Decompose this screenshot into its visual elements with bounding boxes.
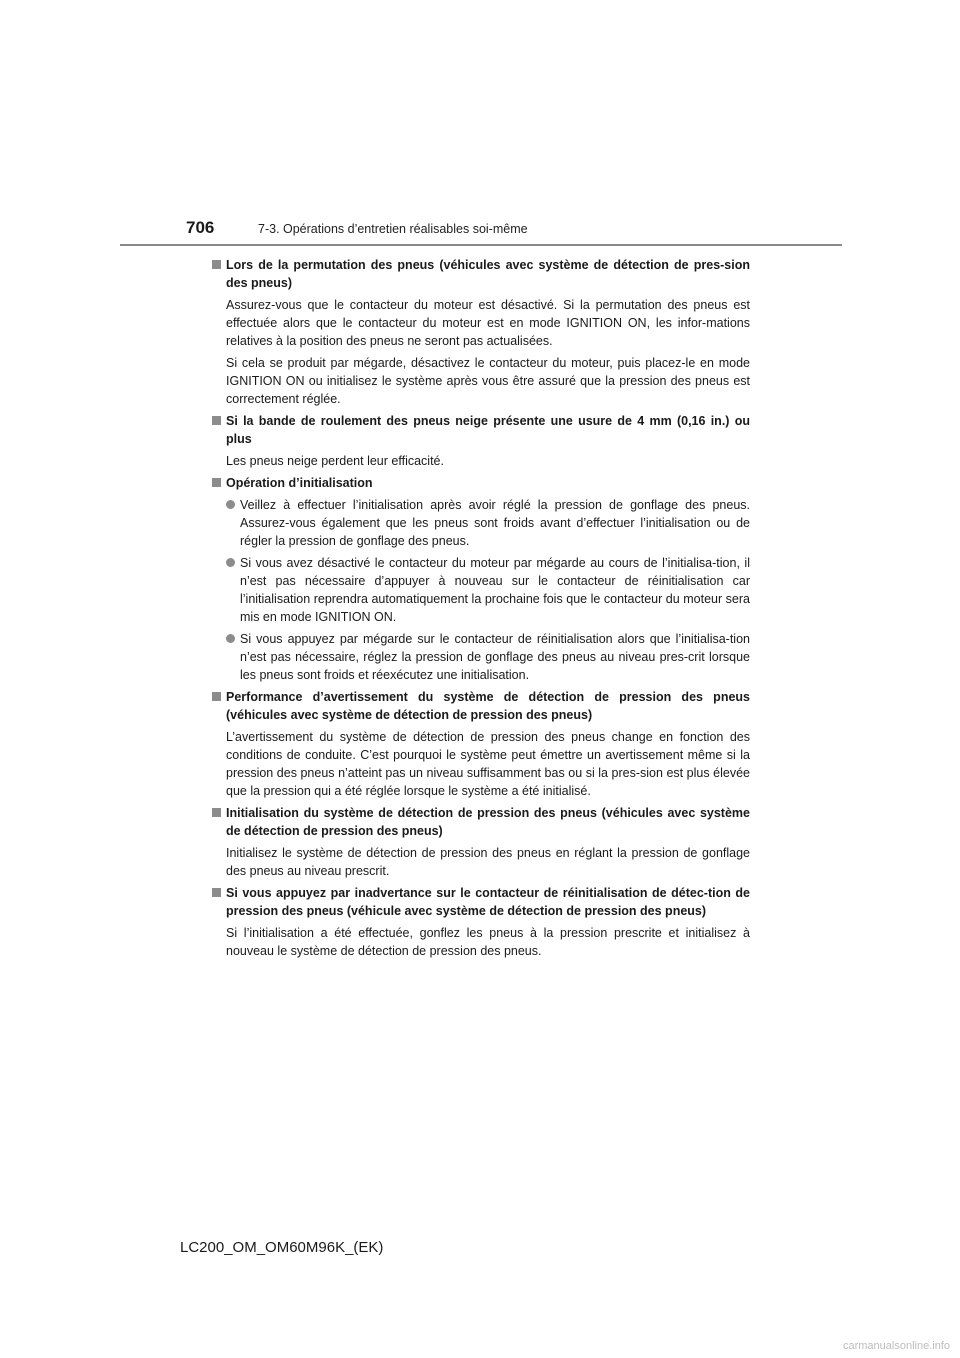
bullet-item: Si vous avez désactivé le contacteur du moteur par mégarde au cours de l’initialisa-tion, il n’est pas nécessaire d’appuyer à nouveau sur le contacteur de réinitialisation car l’initialisation reprendra automatiquement la prochaine fois que le contacteur du moteur sera mis en mode IGNITION ON. [210, 554, 750, 626]
header-rule [120, 244, 842, 246]
section-snow-tire-wear [210, 412, 750, 470]
section-accidental-reset [210, 884, 750, 960]
square-bullet-icon [212, 478, 221, 487]
square-bullet-icon [212, 888, 221, 897]
running-head: 7-3. Opérations d’entretien réalisables soi-même [258, 222, 528, 236]
manual-code: LC200_OM_OM60M96K_(EK) [180, 1239, 384, 1256]
section-tire-rotation [210, 256, 750, 408]
page-number: 706 [186, 218, 215, 237]
square-bullet-icon [212, 260, 221, 269]
paragraph: Les pneus neige perdent leur efficacité. [226, 454, 444, 468]
section-heading: Si vous appuyez par inadvertance sur le contacteur de réinitialisation de détec-tion de pression des pneus (véhicule avec système de détection de pression des pneus) [210, 884, 750, 920]
paragraph: L’avertissement du système de détection de pression des pneus change en fonction des conditions de conduite. C’est pourquoi le système peut émettre un avertissement même si la pression des pneus n’atteint pas un niveau suffisamment bas ou si la pres-sion est plus élevée que la pression qui a été réglée lorsque le système a été initialisé. [226, 730, 750, 798]
section-initialization-operation [210, 474, 750, 684]
round-bullet-icon [226, 500, 235, 509]
paragraph: Assurez-vous que le contacteur du moteur est désactivé. Si la permutation des pneus est effectuée alors que le contacteur du moteur est en mode IGNITION ON, les infor-mations relatives à la position des pneus ne seront pas actualisées. [226, 298, 750, 348]
section-heading: Opération d’initialisation [210, 474, 750, 492]
square-bullet-icon [212, 692, 221, 701]
paragraph: Si cela se produit par mégarde, désactivez le contacteur du moteur, puis placez-le en mode IGNITION ON ou initialisez le système après vous être assuré que la pression des pneus est correctement réglée. [226, 356, 750, 406]
watermark: carmanualsonline.info [842, 1340, 950, 1352]
paragraph: Si l’initialisation a été effectuée, gonflez les pneus à la pression prescrite et initialisez à nouveau le système de détection de pression des pneus. [226, 926, 750, 958]
page-content [210, 256, 750, 964]
square-bullet-icon [212, 808, 221, 817]
paragraph: Initialisez le système de détection de pression des pneus en réglant la pression de gonflage des pneus au niveau prescrit. [226, 846, 750, 878]
square-bullet-icon [212, 416, 221, 425]
section-system-initialization [210, 804, 750, 880]
round-bullet-icon [226, 558, 235, 567]
section-heading: Si la bande de roulement des pneus neige présente une usure de 4 mm (0,16 in.) ou plus [210, 412, 750, 448]
round-bullet-icon [226, 634, 235, 643]
section-heading: Initialisation du système de détection de pression des pneus (véhicules avec système de détection de pression des pneus) [210, 804, 750, 840]
bullet-item: Si vous appuyez par mégarde sur le contacteur de réinitialisation alors que l’initialisa-tion n’est pas nécessaire, réglez la pression de gonflage des pneus au niveau pres-crit lorsque les pneus sont froids et réexécutez une initialisation. [210, 630, 750, 684]
section-heading: Performance d’avertissement du système de détection de pression des pneus (véhicules avec système de détection de pression des pneus) [210, 688, 750, 724]
section-heading: Lors de la permutation des pneus (véhicules avec système de détection de pres-sion des pneus) [210, 256, 750, 292]
section-warning-performance [210, 688, 750, 800]
bullet-item: Veillez à effectuer l’initialisation après avoir réglé la pression de gonflage des pneus. Assurez-vous également que les pneus sont froids avant d’effectuer l’initialisation ou de régler la pression de gonflage des pneus. [210, 496, 750, 550]
